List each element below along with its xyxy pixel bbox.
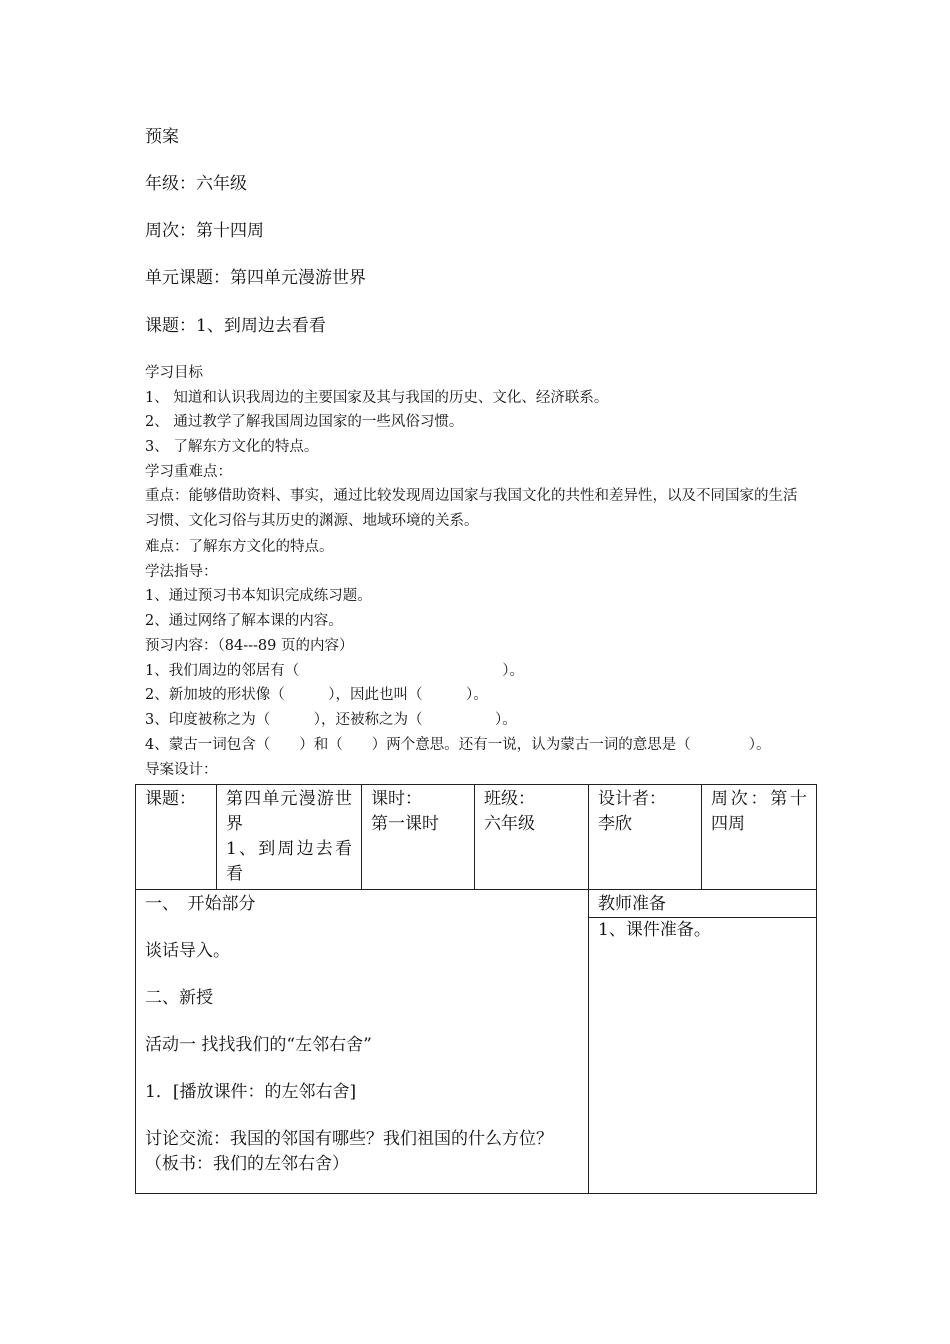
week-line: 周次：第十四周 bbox=[145, 221, 264, 241]
procedure-cell bbox=[136, 890, 589, 1194]
procedure-line: 谈话导入。 bbox=[145, 941, 230, 961]
lesson-name: 1、到周边去看看 bbox=[226, 839, 352, 884]
objective-item: 3、 了解东方文化的特点。 bbox=[145, 439, 319, 455]
class-cell bbox=[475, 785, 589, 890]
class-value: 六年级 bbox=[484, 814, 535, 834]
doc-title: 预案 bbox=[145, 127, 179, 147]
method-heading: 学法指导： bbox=[145, 564, 218, 580]
teacher-prep-cell bbox=[589, 890, 817, 1194]
designer-cell bbox=[589, 785, 702, 890]
table-header-row bbox=[136, 785, 817, 890]
preview-item: 4、蒙古一词包含（ ）和（ ）两个意思。还有一说，认为蒙古一词的意思是（ ）。 bbox=[145, 737, 771, 753]
preview-heading: 预习内容：（84---89 页的内容） bbox=[145, 638, 354, 654]
period-cell bbox=[362, 785, 475, 890]
objective-item: 1、 知道和认识我周边的主要国家及其与我国的历史、文化、经济联系。 bbox=[145, 390, 609, 406]
unit-name: 第四单元漫游世界 bbox=[226, 789, 352, 834]
table-body-row bbox=[136, 890, 817, 1194]
objectives-heading: 学习目标 bbox=[145, 365, 203, 381]
lesson-topic-line: 课题：1、到周边去看看 bbox=[145, 316, 326, 336]
week-value: 周次：第十四周 bbox=[711, 789, 807, 834]
procedure-line: 二、新授 bbox=[145, 988, 213, 1008]
topic-value-cell bbox=[217, 785, 362, 890]
period-value: 第一课时 bbox=[371, 814, 439, 834]
unit-topic-line: 单元课题：第四单元漫游世界 bbox=[145, 268, 366, 288]
method-item: 1、通过预习书本知识完成练习题。 bbox=[145, 588, 372, 604]
difficult-point-text: 难点：了解东方文化的特点。 bbox=[145, 539, 334, 555]
designer-label: 设计者： bbox=[598, 789, 666, 809]
design-heading: 导案设计： bbox=[145, 762, 218, 778]
preview-item: 1、我们周边的邻居有（ ）。 bbox=[145, 663, 524, 679]
topic-label-cell bbox=[136, 785, 217, 890]
topic-label: 课题： bbox=[145, 789, 196, 809]
procedure-line: 讨论交流：我国的邻国有哪些？我们祖国的什么方位？（板书：我们的左邻右舍） bbox=[145, 1129, 553, 1174]
teacher-prep-item: 1、课件准备。 bbox=[598, 920, 711, 940]
teacher-prep-heading: 教师准备 bbox=[589, 892, 816, 918]
procedure-line: 一、 开始部分 bbox=[145, 894, 256, 914]
key-point-text: 重点：能够借助资料、事实，通过比较发现周边国家与我国文化的共性和差异性，以及不同国家的生活习惯、文化习俗与其历史的渊源、地域环境的关系。 bbox=[145, 488, 798, 529]
period-label: 课时： bbox=[371, 789, 422, 809]
class-label: 班级： bbox=[484, 789, 535, 809]
procedure-line: 1．[播放课件：的左邻右舍] bbox=[145, 1082, 357, 1102]
lesson-plan-table bbox=[135, 784, 817, 1194]
preview-item: 3、印度被称之为（ ），还被称之为（ ）。 bbox=[145, 712, 517, 728]
designer-value: 李欣 bbox=[598, 814, 632, 834]
week-cell bbox=[702, 785, 817, 890]
grade-line: 年级：六年级 bbox=[145, 174, 247, 194]
objective-item: 2、 通过教学了解我国周边国家的一些风俗习惯。 bbox=[145, 414, 464, 430]
method-item: 2、通过网络了解本课的内容。 bbox=[145, 613, 343, 629]
procedure-line: 活动一 找找我们的“左邻右舍” bbox=[145, 1035, 372, 1055]
preview-item: 2、新加坡的形状像（ ），因此也叫（ ）。 bbox=[145, 687, 488, 703]
key-points-heading: 学习重难点： bbox=[145, 464, 232, 480]
